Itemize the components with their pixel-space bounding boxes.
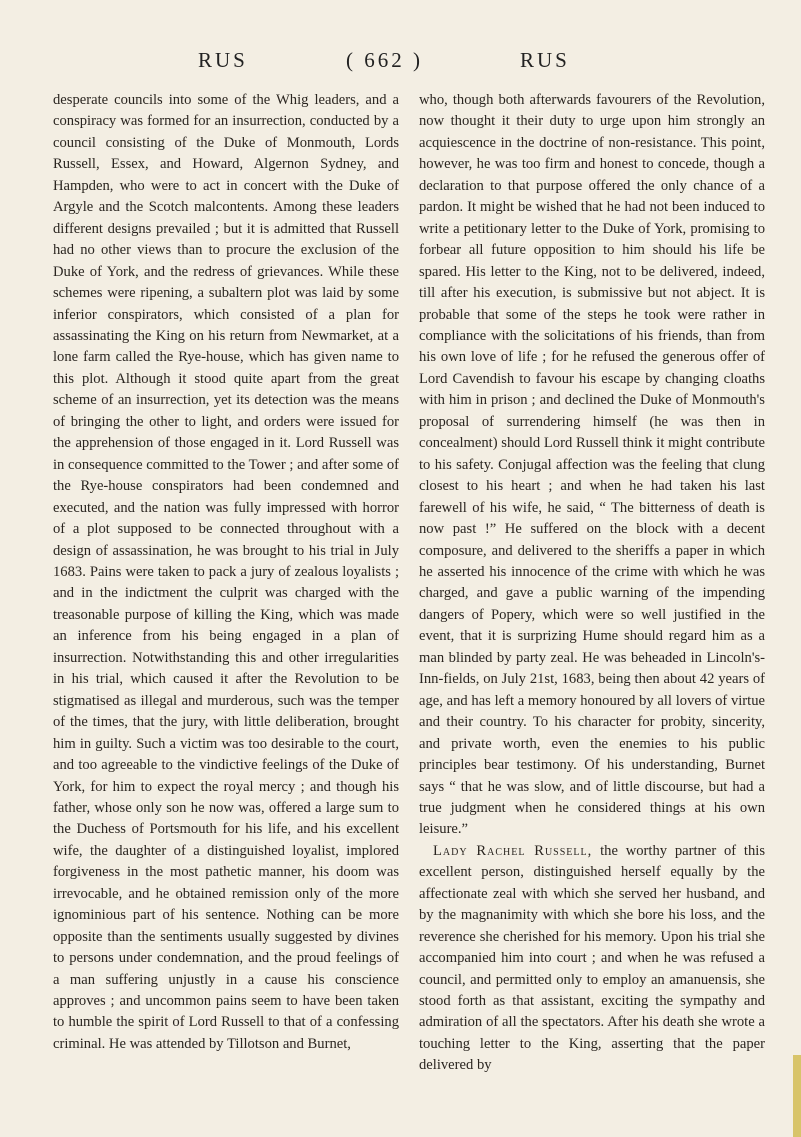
right-column-paragraph-2-text: the worthy partner of this excellent person, distinguished herself equally by the affectionate zeal with which she served her husband, and by the magnanimity with which she bore his loss, and the reverence she cherished for his memory. Upon his trial she accompanied him into court ; and when he was refused a council, and permitted only to employ an amanuensis, she stood forth as that assistant, exciting the sympathy and admiration of all the spectators. After his death she wrote a touching letter to the King, asserting that the paper delivered by <box>419 842 766 1074</box>
left-column <box>53 90 399 1055</box>
right-column <box>419 90 765 1077</box>
header-right-word: RUS <box>520 48 570 72</box>
page-number: ( 662 ) <box>346 48 423 72</box>
running-header <box>0 48 801 78</box>
header-left-word: RUS <box>198 48 248 72</box>
right-column-paragraph-1: who, though both afterwards favourers of the Revolution, now thought it their duty to urge upon him strongly an acquiescence in the doctrine of non-resistance. This point, however, he was too firm and honest to concede, though a declaration to that purpose offered the only chance of a pardon. It might be wished that he had not been induced to write a petitionary letter to the Duke of York, promising to forbear all future opposition to him should his life be spared. His letter to the King, not to be delivered, indeed, till after his execution, is submissive but not abject. It is probable that some of the steps he took were rather in compliance with the solicitations of his friends, than from his own love of life ; for he refused the generous offer of Lord Cavendish to favour his escape by changing cloaths with him in prison ; and declined the Duke of Monmouth's proposal of surrendering himself (he was then in concealment) should Lord Russell think it might contribute to his safety. Conjugal affection was the feeling that clung closest to his heart ; and when he had taken his last farewell of his wife, he said, “ The bitterness of death is now past !” He suffered on the block with a decent composure, and delivered to the sheriffs a paper in which he asserted his innocence of the crime with which he was charged, and gave a public warning of the impending dangers of Popery, which were so well justified in the event, that it is surprizing Hume should regard him as a man blinded by party zeal. He was beheaded in Lincoln's-Inn-fields, on July 21st, 1683, being then about 42 years of age, and has left a memory honoured by all lovers of virtue and their country. To his character for probity, sincerity, and private worth, even the enemies to his public principles bear testimony. Of his understanding, Burnet says “ that he was slow, and of little discourse, but had a true judgment when he considered things at his own leisure.” <box>419 92 765 838</box>
page-edge-stain <box>793 1055 801 1137</box>
right-column-paragraph-2 <box>419 841 765 1077</box>
left-column-text: desperate councils into some of the Whig leaders, and a conspiracy was formed for an insurrection, conducted by a council consisting of the Duke of Monmouth, Lords Russell, Essex, and Howard, Algernon Sydney, and Hampden, who were to act in concert with the Duke of Argyle and the Scotch malcontents. Among these leaders different designs prevailed ; but it is admitted that Russell had no other views than to procure the exclusion of the Duke of York, and the redress of grievances. While these schemes were ripening, a subaltern plot was laid by some inferior conspirators, which consisted of a plan for assassinating the King on his return from Newmarket, at a lone farm called the Rye-house, which has given name to this plot. Although it stood quite apart from the great scheme of an insurrection, yet its detection was the means of bringing the other to light, and orders were issued for the apprehension of those engaged in it. Lord Russell was in consequence committed to the Tower ; and after some of the Rye-house conspirators had been condemned and executed, and the nation was fully impressed with horror of a plot supposed to be connected throughout with a design of assassination, he was brought to his trial in July 1683. Pains were taken to pack a jury of zealous loyalists ; and in the indictment the culprit was charged with the treasonable purpose of killing the King, which was made an inference from his being engaged in a plan of insurrection. Notwithstanding this and other irregularities in his trial, which caused it after the Revolution to be stigmatised as illegal and murderous, such was the temper of the times, that the jury, with little deliberation, brought him in guilty. Such a victim was too desirable to the court, and too agreeable to the vindictive feelings of the Duke of York, for him to expect the royal mercy ; and though his father, whose only son he now was, offered a large sum to the Duchess of Portsmouth for his life, and his excellent wife, the daughter of a distinguished loyalist, implored forgiveness in the most pathetic manner, his doom was irrevocable, and he obtained remission only of the more ignominious part of his sentence. Nothing can be more opposite than the sentiments usually suggested by divines to persons under condemnation, and the proud feelings of a man suffering unjustly in a cause his conscience approves ; and uncommon pains seem to have been taken to humble the spirit of Lord Russell to that of a confessing criminal. He was attended by Tillotson and Burnet, <box>53 92 399 1052</box>
lady-rachel-russell-name: Lady Rachel Russell, <box>433 842 593 859</box>
